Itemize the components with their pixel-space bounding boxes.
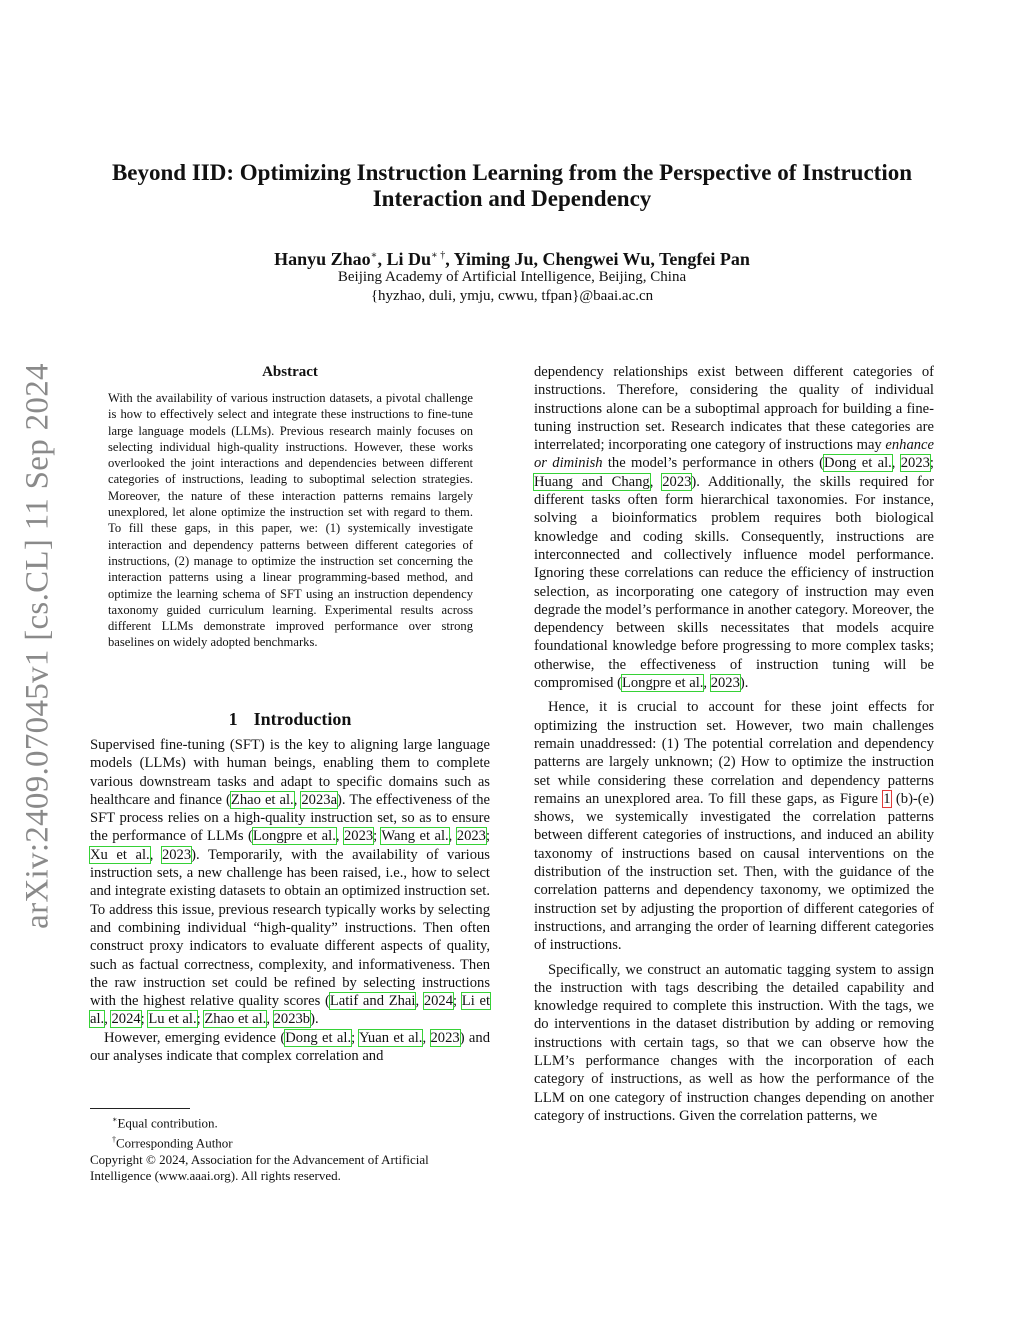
- section-title: Introduction: [253, 709, 352, 729]
- citation-link[interactable]: 2023: [161, 846, 192, 863]
- author-separator: ,: [377, 249, 387, 269]
- body-text: ,: [422, 1029, 431, 1046]
- citation-link[interactable]: Yuan et al.: [359, 1029, 423, 1046]
- footnote-divider: [90, 1108, 190, 1109]
- author-list: [80, 245, 944, 270]
- citation-link[interactable]: 2023b: [273, 1011, 311, 1028]
- citation-link[interactable]: 2024: [423, 993, 454, 1010]
- author-footnote-mark: ∗ †: [431, 250, 446, 261]
- citation-link[interactable]: Li et al.: [90, 993, 491, 1028]
- citation-link[interactable]: 2023: [430, 1029, 460, 1046]
- citation-link[interactable]: Huang and Chang: [534, 473, 650, 490]
- abstract-body: With the availability of various instruction datasets, a pivotal challenge is how to effectively select and integrate these instructions to fine-tune large language models (LLMs). Previous research mainly focuses on selecting individual high-quality instructions. However, these works overlooked the joint interactions and dependencies between different categories of instructions, leading to suboptimal selection strategies. Moreover, the nature of these interaction patterns remains largely unexplored, let alone optimize the instruction set with regard to them. To fill these gaps, in this paper, we: (1) systemically investigate interaction and dependency patterns between different categories of instructions, (2) manage to optimize the instruction set concerning the interaction patterns using a linear programming-based method, and optimize the learning schema of SFT using an instruction dependency taxonomy guided curriculum learning. Experimental results across different LLMs demonstrate improved performance over strong baselines on widely adopted benchmarks.: [108, 391, 473, 650]
- citation-link[interactable]: Zhao et al.: [230, 791, 294, 808]
- right-column-body: [534, 363, 934, 1125]
- paper-title: [80, 160, 944, 212]
- body-text: ;: [929, 455, 934, 472]
- body-text: ;: [140, 1011, 149, 1028]
- citation-link[interactable]: Wang et al.: [381, 828, 449, 845]
- body-text: Supervised fine-tuning (SFT) is the key to aligning large language models (LLMs) with human beings, enabling them to complete various downstream tasks and adapt to specific domains such as healthcare and finance (: [90, 737, 490, 808]
- body-text: ,: [703, 675, 711, 692]
- paper-title-line-1: Beyond IID: Optimizing Instruction Learning from the Perspective of Instruction: [111, 160, 913, 185]
- body-text: ,: [104, 1011, 112, 1028]
- body-text: ). The effectiveness of the SFT process relies on a high-quality instruction set, so as to ensure the performance of LLMs (: [90, 791, 490, 845]
- footnote-mark: †: [112, 1134, 116, 1144]
- section-heading-introduction: [90, 709, 490, 730]
- body-text: However, emerging evidence (: [104, 1029, 286, 1046]
- author-footnote-mark: ∗: [370, 250, 378, 261]
- body-paragraph: [534, 363, 934, 692]
- citation-link[interactable]: 2023a: [301, 791, 338, 808]
- citation-link[interactable]: 2023: [900, 455, 930, 472]
- citation-link[interactable]: Longpre et al.: [621, 675, 704, 692]
- left-column-body: [90, 736, 490, 1065]
- footnote-text: Corresponding Author: [116, 1135, 233, 1151]
- copyright-notice: Copyright © 2024, Association for the Advancement of Artificial Intelligence (www.aaai.org). All rights reserved.: [90, 1151, 429, 1184]
- body-paragraph: Specifically, we construct an automatic tagging system to assign the instruction with tags describing the detailed capability and knowledge required to complete this instruction. With the tags, we do interventions in the dataset distribution by adding or removing instructions with certain tags, so that we can observe how the LLM’s performance changes with the incorporation of each category of instructions, as well as how the performance of the LLM on one category of instruction changes depending on another category of instructions. Given the correlation patterns, we: [534, 961, 934, 1124]
- footnote-corresponding-author: [90, 1132, 490, 1152]
- body-text: the model’s performance in others (: [602, 455, 825, 472]
- footnote-equal-contribution: [90, 1112, 490, 1132]
- citation-link[interactable]: Lu et al.: [148, 1011, 197, 1028]
- body-text: ;: [453, 993, 462, 1010]
- citation-link[interactable]: 2024: [111, 1011, 141, 1028]
- section-number: 1: [228, 709, 238, 729]
- body-text: ). Temporarily, with the availability of various instruction sets, a new challenge has been raised, i.e., how to select and integrate existing datasets to obtain an optimized instruction set. To address this issue, previous research typically works by selecting and combining individual “high-quality” instructions. Then often construct proxy indicators to evaluate different aspects of quality, such as factual correctness, complexity, and informativeness. Then the raw instruction set could be refined by selecting instructions with the highest relative quality scores (: [90, 846, 490, 1010]
- body-text: ) and our analyses indicate that complex correlation and: [90, 1029, 490, 1065]
- citation-link[interactable]: Xu et al.: [90, 846, 150, 863]
- citation-link[interactable]: Zhao et al.: [204, 1011, 267, 1028]
- author-emails: {hyzhao, duli, ymju, cwwu, tfpan}@baai.ac.cn: [370, 288, 654, 304]
- author-affiliation: Beijing Academy of Artificial Intelligence, Beijing, China: [337, 269, 687, 285]
- author-names-rest: , Yiming Ju, Chengwei Wu, Tengfei Pan: [445, 249, 750, 269]
- body-text: ;: [196, 1011, 205, 1028]
- body-text: (b)-(e) shows, we systemically investigated the correlation patterns between different categories of instructions, and induced an ability taxonomy of instructions based on causal interventions on the distribution of the instruction set. Then, with the guidance of the correlation patterns and dependency taxonomy, we optimized the instruction set by adjusting the proportion of different categories of instructions, and arranging the order of learning different categories of instructions.: [534, 790, 934, 954]
- citation-link[interactable]: 2023: [710, 675, 740, 692]
- citation-link[interactable]: Dong et al.: [285, 1029, 352, 1046]
- citation-link[interactable]: Latif and Zhai: [329, 993, 416, 1010]
- figure-reference-link[interactable]: 1: [883, 790, 891, 807]
- paper-title-line-2: Interaction and Dependency: [372, 186, 652, 211]
- footnotes: [90, 1112, 490, 1185]
- author-name: Hanyu Zhao: [274, 249, 371, 269]
- citation-link[interactable]: 2023: [343, 828, 374, 845]
- body-text: ,: [335, 828, 344, 845]
- body-text: ).: [739, 675, 749, 692]
- body-paragraph: [534, 698, 934, 954]
- citation-link[interactable]: Dong et al.: [824, 455, 892, 472]
- arxiv-identifier-text: arXiv:2409.07045v1 [cs.CL] 11 Sep 2024: [19, 363, 56, 929]
- footnote-text: Equal contribution.: [117, 1115, 218, 1131]
- author-name: Li Du: [386, 249, 431, 269]
- intro-paragraph: [90, 736, 490, 1029]
- body-text: ). Additionally, the skills required for different tasks often form hierarchical taxonomies. For instance, solving a bioinformatics problem requires both biological knowledge and coding skills. Consequently, instructions are interconnected and collectively influence model performance. Ignoring these correlations can reduce the efficiency of instruction selection, as incorporating one category of instruction may even degrade the model’s performance in another category. Moreover, the dependency between skills necessitates that models acquire foundational knowledge before progressing to more complex tasks; otherwise, the effectiveness of instruction tuning will be compromised (: [534, 473, 934, 692]
- citation-link[interactable]: 2023: [456, 828, 486, 845]
- citation-link[interactable]: Longpre et al.: [252, 828, 336, 845]
- body-text: ,: [149, 846, 162, 863]
- citation-link[interactable]: 2023: [662, 473, 692, 490]
- body-text: ;: [485, 828, 491, 845]
- body-text: Hence, it is crucial to account for these joint effects for optimizing the instruction set. However, two main challenges remain unaddressed: (1) The potential correlation and dependency patterns are largely unknown; (2) How to optimize the instruction set while considering these correlation and dependency patterns remains an unexplored area. To fill these gaps, as Figure: [534, 699, 934, 807]
- body-text: ;: [351, 1029, 360, 1046]
- body-text: ,: [891, 455, 901, 472]
- abstract-heading: Abstract: [262, 364, 318, 380]
- arxiv-identifier-stamp: [16, 346, 60, 946]
- footnote-mark: ∗: [112, 1115, 118, 1124]
- emphasized-text: enhance or diminish: [534, 437, 934, 472]
- body-text: ,: [415, 993, 424, 1010]
- body-text: dependency relationships exist between different categories of instructions. Therefore, considering the quality of individual instructions alone can be a suboptimal approach for building a fine-tuning instruction set. Research indicates that these categories are interrelated; incorporating one category of instructions may: [534, 364, 934, 454]
- body-text: ,: [266, 1011, 274, 1028]
- body-text: ).: [310, 1011, 319, 1028]
- intro-paragraph: [90, 1029, 490, 1066]
- body-text: ,: [448, 828, 457, 845]
- body-text: ,: [649, 473, 663, 490]
- body-text: ;: [373, 828, 382, 845]
- body-text: ,: [293, 791, 302, 808]
